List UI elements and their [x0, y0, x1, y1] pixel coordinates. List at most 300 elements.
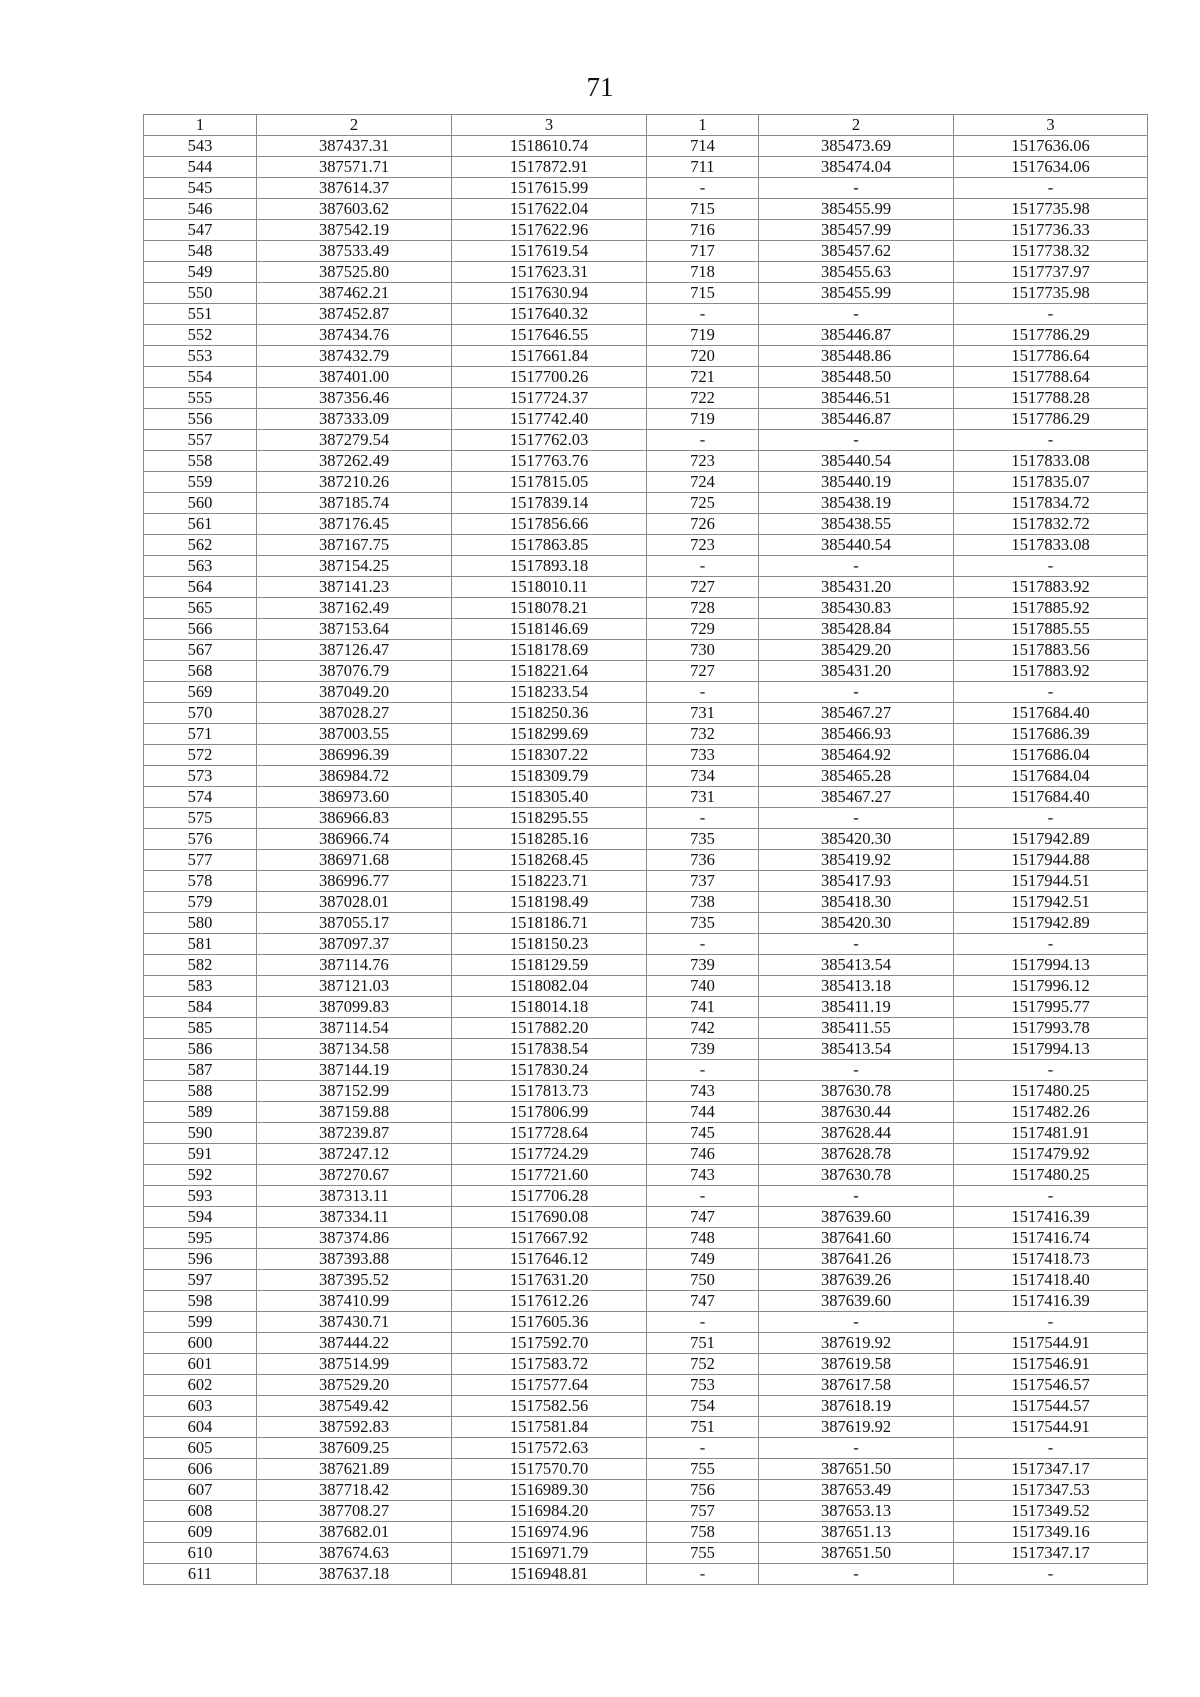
table-row: [144, 1270, 1148, 1291]
table-cell: 715: [647, 199, 759, 220]
table-cell: 385420.30: [759, 913, 954, 934]
table-row: [144, 535, 1148, 556]
table-cell: 714: [647, 136, 759, 157]
table-cell: 385455.63: [759, 262, 954, 283]
table-cell: 385411.19: [759, 997, 954, 1018]
table-row: [144, 892, 1148, 913]
table-cell: 385455.99: [759, 199, 954, 220]
table-cell: 1517856.66: [452, 514, 647, 535]
table-row: [144, 451, 1148, 472]
table-cell: 387630.44: [759, 1102, 954, 1123]
table-cell: 603: [144, 1396, 257, 1417]
table-cell: 386966.74: [257, 829, 452, 850]
table-cell: 1517700.26: [452, 367, 647, 388]
table-cell: 385418.30: [759, 892, 954, 913]
table-cell: 387028.27: [257, 703, 452, 724]
table-cell: 716: [647, 220, 759, 241]
table-cell: 387651.50: [759, 1543, 954, 1564]
table-cell: 593: [144, 1186, 257, 1207]
table-cell: 385438.19: [759, 493, 954, 514]
table-cell: 387533.49: [257, 241, 452, 262]
table-cell: 553: [144, 346, 257, 367]
table-cell: 387430.71: [257, 1312, 452, 1333]
table-cell: 587: [144, 1060, 257, 1081]
table-cell: 585: [144, 1018, 257, 1039]
table-row: [144, 640, 1148, 661]
table-cell: 1518299.69: [452, 724, 647, 745]
table-row: [144, 1333, 1148, 1354]
table-cell: 387176.45: [257, 514, 452, 535]
table-cell: 1517788.28: [954, 388, 1148, 409]
table-cell: 385411.55: [759, 1018, 954, 1039]
table-cell: 386971.68: [257, 850, 452, 871]
table-cell: 1517544.91: [954, 1333, 1148, 1354]
table-cell: -: [647, 682, 759, 703]
table-row: [144, 745, 1148, 766]
table-cell: 387121.03: [257, 976, 452, 997]
table-cell: 387525.80: [257, 262, 452, 283]
table-cell: 387126.47: [257, 640, 452, 661]
table-row: [144, 1186, 1148, 1207]
table-cell: 1517583.72: [452, 1354, 647, 1375]
table-row: [144, 514, 1148, 535]
table-cell: 1517612.26: [452, 1291, 647, 1312]
table-row: [144, 325, 1148, 346]
table-cell: 723: [647, 451, 759, 472]
table-cell: 739: [647, 955, 759, 976]
table-cell: 1517763.76: [452, 451, 647, 472]
table-cell: 582: [144, 955, 257, 976]
table-row: [144, 619, 1148, 640]
table-row: [144, 577, 1148, 598]
header-cell: 1: [647, 115, 759, 136]
table-cell: 387432.79: [257, 346, 452, 367]
table-cell: 385455.99: [759, 283, 954, 304]
table-cell: -: [647, 556, 759, 577]
table-cell: 1517619.54: [452, 241, 647, 262]
table-cell: 550: [144, 283, 257, 304]
table-cell: 1517806.99: [452, 1102, 647, 1123]
table-cell: 387653.49: [759, 1480, 954, 1501]
table-row: [144, 976, 1148, 997]
table-cell: 561: [144, 514, 257, 535]
table-cell: 385417.93: [759, 871, 954, 892]
table-row: [144, 703, 1148, 724]
table-cell: 726: [647, 514, 759, 535]
table-cell: -: [759, 682, 954, 703]
table-cell: 1517728.64: [452, 1123, 647, 1144]
table-cell: 733: [647, 745, 759, 766]
table-cell: 1518233.54: [452, 682, 647, 703]
table-row: [144, 241, 1148, 262]
table-cell: 1517815.05: [452, 472, 647, 493]
table-cell: 556: [144, 409, 257, 430]
table-cell: 1518250.36: [452, 703, 647, 724]
table-cell: 385457.62: [759, 241, 954, 262]
table-cell: 718: [647, 262, 759, 283]
table-cell: 580: [144, 913, 257, 934]
table-cell: 567: [144, 640, 257, 661]
table-row: [144, 409, 1148, 430]
table-cell: 1517742.40: [452, 409, 647, 430]
table-cell: 387395.52: [257, 1270, 452, 1291]
table-row: [144, 1081, 1148, 1102]
table-cell: -: [759, 556, 954, 577]
table-cell: -: [647, 1186, 759, 1207]
table-cell: 558: [144, 451, 257, 472]
table-cell: -: [759, 1312, 954, 1333]
table-cell: 742: [647, 1018, 759, 1039]
table-cell: 736: [647, 850, 759, 871]
table-cell: 1517885.55: [954, 619, 1148, 640]
table-row: [144, 472, 1148, 493]
table-cell: 548: [144, 241, 257, 262]
table-cell: 754: [647, 1396, 759, 1417]
table-cell: -: [647, 934, 759, 955]
table-cell: 1517882.20: [452, 1018, 647, 1039]
table-cell: 611: [144, 1564, 257, 1585]
table-cell: 387247.12: [257, 1144, 452, 1165]
table-cell: 1517684.40: [954, 787, 1148, 808]
table-cell: 568: [144, 661, 257, 682]
table-cell: 551: [144, 304, 257, 325]
table-cell: 387452.87: [257, 304, 452, 325]
table-cell: -: [759, 178, 954, 199]
table-row: [144, 1480, 1148, 1501]
table-cell: 1517636.06: [954, 136, 1148, 157]
table-cell: 1517347.17: [954, 1543, 1148, 1564]
table-row: [144, 1564, 1148, 1585]
table-cell: 387097.37: [257, 934, 452, 955]
table-cell: 1517690.08: [452, 1207, 647, 1228]
table-cell: 1517646.12: [452, 1249, 647, 1270]
table-cell: 387162.49: [257, 598, 452, 619]
table-row: [144, 1543, 1148, 1564]
table-cell: 552: [144, 325, 257, 346]
table-cell: 592: [144, 1165, 257, 1186]
table-cell: 387641.60: [759, 1228, 954, 1249]
table-cell: 387630.78: [759, 1081, 954, 1102]
table-row: [144, 955, 1148, 976]
table-cell: 1517416.39: [954, 1291, 1148, 1312]
table-row: [144, 1249, 1148, 1270]
table-cell: -: [954, 430, 1148, 451]
table-row: [144, 1396, 1148, 1417]
table-cell: 1518082.04: [452, 976, 647, 997]
table-row: [144, 1375, 1148, 1396]
table-cell: 387628.44: [759, 1123, 954, 1144]
header-cell: 2: [759, 115, 954, 136]
table-cell: 385428.84: [759, 619, 954, 640]
table-cell: 1517347.53: [954, 1480, 1148, 1501]
table-cell: 387401.00: [257, 367, 452, 388]
table-cell: 546: [144, 199, 257, 220]
table-cell: 564: [144, 577, 257, 598]
table-row: [144, 598, 1148, 619]
table-cell: 1517605.36: [452, 1312, 647, 1333]
table-header-row: [144, 115, 1148, 136]
table-cell: 1517572.63: [452, 1438, 647, 1459]
table-cell: 1517735.98: [954, 199, 1148, 220]
table-cell: 387334.11: [257, 1207, 452, 1228]
table-cell: 727: [647, 577, 759, 598]
table-row: [144, 1123, 1148, 1144]
table-cell: 387270.67: [257, 1165, 452, 1186]
table-row: [144, 346, 1148, 367]
table-cell: 573: [144, 766, 257, 787]
table-cell: -: [954, 304, 1148, 325]
table-cell: -: [954, 1438, 1148, 1459]
table-cell: 744: [647, 1102, 759, 1123]
table-cell: 576: [144, 829, 257, 850]
table-cell: 741: [647, 997, 759, 1018]
table-cell: 387167.75: [257, 535, 452, 556]
table-cell: 387542.19: [257, 220, 452, 241]
table-cell: 387159.88: [257, 1102, 452, 1123]
table-cell: 719: [647, 409, 759, 430]
table-cell: 737: [647, 871, 759, 892]
table-cell: 1517480.25: [954, 1165, 1148, 1186]
table-cell: 724: [647, 472, 759, 493]
table-row: [144, 199, 1148, 220]
table-cell: 387708.27: [257, 1501, 452, 1522]
table-cell: -: [647, 1312, 759, 1333]
table-cell: 1517546.91: [954, 1354, 1148, 1375]
table-cell: 605: [144, 1438, 257, 1459]
table-cell: 602: [144, 1375, 257, 1396]
table-cell: 740: [647, 976, 759, 997]
table-cell: 1517416.39: [954, 1207, 1148, 1228]
table-cell: 386966.83: [257, 808, 452, 829]
table-cell: 385420.30: [759, 829, 954, 850]
table-cell: 387374.86: [257, 1228, 452, 1249]
table-row: [144, 556, 1148, 577]
table-cell: 1518221.64: [452, 661, 647, 682]
table-cell: 595: [144, 1228, 257, 1249]
table-cell: 387210.26: [257, 472, 452, 493]
table-cell: 387682.01: [257, 1522, 452, 1543]
table-cell: 1517735.98: [954, 283, 1148, 304]
table-cell: 1516971.79: [452, 1543, 647, 1564]
table-cell: 385467.27: [759, 703, 954, 724]
coordinates-table: [143, 114, 1148, 1585]
table-cell: 1517994.13: [954, 1039, 1148, 1060]
table-cell: 583: [144, 976, 257, 997]
table-cell: 1517615.99: [452, 178, 647, 199]
table-cell: 1517349.52: [954, 1501, 1148, 1522]
table-cell: 1518307.22: [452, 745, 647, 766]
table-cell: 1517942.89: [954, 913, 1148, 934]
table-cell: 385464.92: [759, 745, 954, 766]
table-cell: 1517834.72: [954, 493, 1148, 514]
table-cell: 555: [144, 388, 257, 409]
table-cell: 1517944.88: [954, 850, 1148, 871]
table-cell: 385466.93: [759, 724, 954, 745]
table-row: [144, 262, 1148, 283]
table-cell: 1517667.92: [452, 1228, 647, 1249]
table-cell: 1518305.40: [452, 787, 647, 808]
table-row: [144, 283, 1148, 304]
table-cell: -: [647, 1438, 759, 1459]
table-cell: 387639.26: [759, 1270, 954, 1291]
table-cell: 387674.63: [257, 1543, 452, 1564]
table-cell: 385467.27: [759, 787, 954, 808]
table-cell: 1518268.45: [452, 850, 647, 871]
table-cell: 1517993.78: [954, 1018, 1148, 1039]
table-cell: 557: [144, 430, 257, 451]
table-cell: 719: [647, 325, 759, 346]
table-cell: 1517832.72: [954, 514, 1148, 535]
table-cell: 752: [647, 1354, 759, 1375]
table-row: [144, 1165, 1148, 1186]
table-cell: -: [954, 1060, 1148, 1081]
table-cell: 385465.28: [759, 766, 954, 787]
table-cell: 385446.87: [759, 409, 954, 430]
table-row: [144, 1438, 1148, 1459]
table-cell: -: [647, 1060, 759, 1081]
table-cell: 711: [647, 157, 759, 178]
table-cell: 1517480.25: [954, 1081, 1148, 1102]
table-row: [144, 1354, 1148, 1375]
table-cell: 1517872.91: [452, 157, 647, 178]
table-row: [144, 934, 1148, 955]
table-cell: -: [647, 178, 759, 199]
table-cell: 1517994.13: [954, 955, 1148, 976]
table-cell: -: [954, 808, 1148, 829]
table-cell: -: [759, 808, 954, 829]
table-cell: 385446.87: [759, 325, 954, 346]
table-row: [144, 220, 1148, 241]
table-cell: 387651.13: [759, 1522, 954, 1543]
table-cell: 721: [647, 367, 759, 388]
table-cell: 544: [144, 157, 257, 178]
table-cell: 387619.92: [759, 1417, 954, 1438]
table-cell: 731: [647, 787, 759, 808]
table-cell: 387653.13: [759, 1501, 954, 1522]
table-cell: 1517721.60: [452, 1165, 647, 1186]
table-cell: 755: [647, 1543, 759, 1564]
table-row: [144, 1501, 1148, 1522]
table-cell: 1517724.37: [452, 388, 647, 409]
header-cell: 2: [257, 115, 452, 136]
table-cell: 1517622.96: [452, 220, 647, 241]
table-cell: 387313.11: [257, 1186, 452, 1207]
table-cell: 1518309.79: [452, 766, 647, 787]
table-cell: 1518178.69: [452, 640, 647, 661]
table-row: [144, 1060, 1148, 1081]
table-cell: 590: [144, 1123, 257, 1144]
table-cell: 606: [144, 1459, 257, 1480]
table-cell: 385430.83: [759, 598, 954, 619]
table-row: [144, 178, 1148, 199]
table-cell: 385429.20: [759, 640, 954, 661]
table-cell: -: [954, 934, 1148, 955]
table-cell: 745: [647, 1123, 759, 1144]
table-cell: 1517686.04: [954, 745, 1148, 766]
header-cell: 1: [144, 115, 257, 136]
table-cell: 1518014.18: [452, 997, 647, 1018]
table-cell: 387144.19: [257, 1060, 452, 1081]
table-cell: 584: [144, 997, 257, 1018]
table-cell: 1518285.16: [452, 829, 647, 850]
table-cell: 386984.72: [257, 766, 452, 787]
table-cell: 1517481.91: [954, 1123, 1148, 1144]
table-cell: 751: [647, 1417, 759, 1438]
table-cell: 577: [144, 850, 257, 871]
table-cell: 387049.20: [257, 682, 452, 703]
table-cell: 387614.37: [257, 178, 452, 199]
table-row: [144, 1459, 1148, 1480]
table-cell: 387630.78: [759, 1165, 954, 1186]
table-cell: 1518078.21: [452, 598, 647, 619]
table-cell: 387571.71: [257, 157, 452, 178]
table-cell: 387434.76: [257, 325, 452, 346]
table-row: [144, 661, 1148, 682]
table-cell: 579: [144, 892, 257, 913]
table-cell: 747: [647, 1291, 759, 1312]
table-cell: 747: [647, 1207, 759, 1228]
table-cell: 387603.62: [257, 199, 452, 220]
table-cell: 387356.46: [257, 388, 452, 409]
table-cell: 1517570.70: [452, 1459, 647, 1480]
table-cell: 387617.58: [759, 1375, 954, 1396]
table-cell: 387003.55: [257, 724, 452, 745]
table-cell: 729: [647, 619, 759, 640]
table-cell: 596: [144, 1249, 257, 1270]
table-cell: 1517577.64: [452, 1375, 647, 1396]
table-cell: -: [759, 1564, 954, 1585]
table-cell: 1518129.59: [452, 955, 647, 976]
table-cell: 566: [144, 619, 257, 640]
table-cell: 1517786.29: [954, 325, 1148, 346]
table-cell: 1517786.64: [954, 346, 1148, 367]
table-row: [144, 493, 1148, 514]
table-cell: 387410.99: [257, 1291, 452, 1312]
table-cell: 387185.74: [257, 493, 452, 514]
table-cell: -: [954, 1186, 1148, 1207]
table-cell: 1517640.32: [452, 304, 647, 325]
table-row: [144, 829, 1148, 850]
table-cell: 387514.99: [257, 1354, 452, 1375]
table-cell: -: [954, 556, 1148, 577]
table-cell: 387549.42: [257, 1396, 452, 1417]
table-cell: 1517661.84: [452, 346, 647, 367]
table-cell: 569: [144, 682, 257, 703]
table-cell: 746: [647, 1144, 759, 1165]
table-cell: 387279.54: [257, 430, 452, 451]
table-cell: 734: [647, 766, 759, 787]
table-row: [144, 1039, 1148, 1060]
table-cell: 1517883.92: [954, 661, 1148, 682]
table-cell: 604: [144, 1417, 257, 1438]
table-cell: 385438.55: [759, 514, 954, 535]
table-row: [144, 724, 1148, 745]
table-row: [144, 1417, 1148, 1438]
table-cell: 743: [647, 1165, 759, 1186]
table-cell: 608: [144, 1501, 257, 1522]
table-cell: 387462.21: [257, 283, 452, 304]
table-row: [144, 367, 1148, 388]
table-cell: 570: [144, 703, 257, 724]
table-cell: 1517830.24: [452, 1060, 647, 1081]
table-cell: 385413.18: [759, 976, 954, 997]
table-cell: 1517418.40: [954, 1270, 1148, 1291]
table-cell: 730: [647, 640, 759, 661]
table-cell: 1517581.84: [452, 1417, 647, 1438]
table-cell: 610: [144, 1543, 257, 1564]
table-cell: -: [647, 1564, 759, 1585]
table-cell: 387437.31: [257, 136, 452, 157]
